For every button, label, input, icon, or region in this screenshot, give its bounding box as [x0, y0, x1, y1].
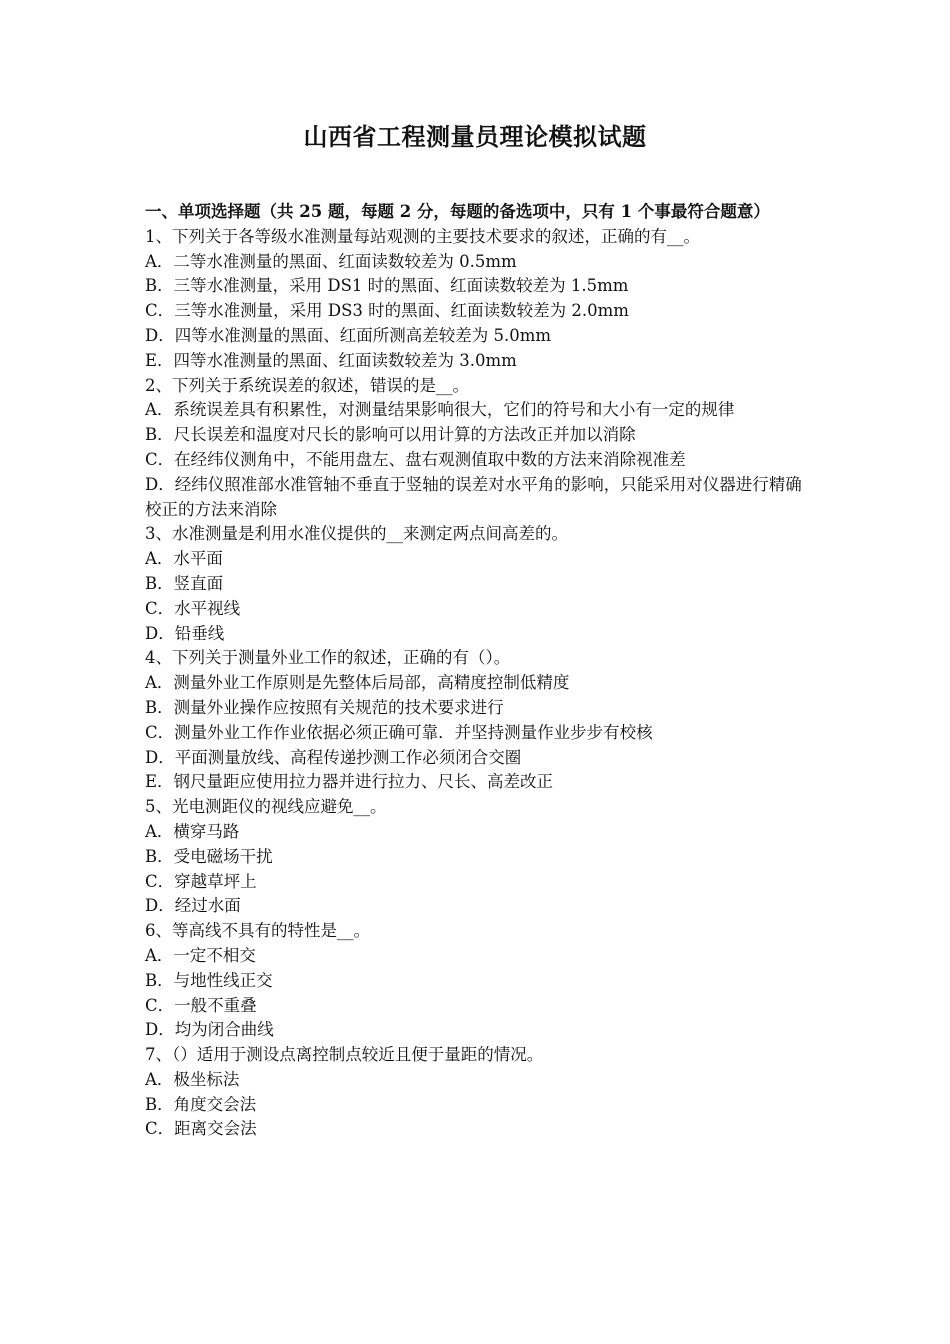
option-c: C．测量外业工作作业依据必须正确可靠．并坚持测量作业步步有校核 [145, 722, 653, 742]
question-content [145, 200, 815, 1142]
option-d: D．四等水准测量的黑面、红面所测高差较差为 5.0mm [145, 325, 552, 345]
option-a: A．测量外业工作原则是先整体后局部，高精度控制低精度 [145, 673, 570, 693]
option-c: C．水平视线 [145, 598, 241, 618]
option-d: D．铅垂线 [145, 623, 225, 643]
option-a: A．横穿马路 [145, 821, 240, 841]
option-a: A．水平面 [145, 549, 223, 569]
option-d: D．经过水面 [145, 896, 241, 916]
option-b: B．三等水准测量，采用 DS1 时的黑面、红面读数较差为 1.5mm [145, 276, 629, 296]
question-stem: 1、下列关于各等级水准测量每站观测的主要技术要求的叙述，正确的有__。 [145, 226, 700, 246]
page-title: 山西省工程测量员理论模拟试题 [303, 122, 647, 151]
option-a: A．系统误差具有积累性，对测量结果影响很大，它们的符号和大小有一定的规律 [145, 400, 735, 420]
question-4 [145, 646, 815, 795]
option-b: B．测量外业操作应按照有关规范的技术要求进行 [145, 697, 504, 717]
question-2 [145, 374, 815, 523]
option-b: B．竖直面 [145, 573, 224, 593]
option-a: A．极坐标法 [145, 1069, 240, 1089]
option-c: C．在经纬仪测角中，不能用盘左、盘右观测值取中数的方法来消除视准差 [145, 449, 686, 469]
option-c: C．穿越草坪上 [145, 871, 257, 891]
question-stem: 5、光电测距仪的视线应避免__。 [145, 797, 387, 817]
question-5 [145, 795, 815, 919]
section-heading: 一、单项选择题（共 25 题，每题 2 分，每题的备选项中，只有 1 个事最符合题意） [145, 202, 770, 221]
option-a: A．一定不相交 [145, 945, 256, 965]
option-b: B．受电磁场干扰 [145, 846, 273, 866]
question-stem: 3、水准测量是利用水准仪提供的__来测定两点间高差的。 [145, 524, 568, 544]
question-3 [145, 522, 815, 646]
option-b: B．尺长误差和温度对尺长的影响可以用计算的方法改正并加以消除 [145, 425, 636, 445]
option-b: B．与地性线正交 [145, 970, 273, 990]
option-d: D．经纬仪照准部水准管轴不垂直于竖轴的误差对水平角的影响，只能采用对仪器进行精确校正的方法来消除 [145, 474, 802, 519]
question-7 [145, 1043, 815, 1142]
question-stem: 7、（）适用于测设点离控制点较近且便于量距的情况。 [145, 1045, 544, 1065]
option-c: C．距离交会法 [145, 1119, 257, 1139]
option-d: D．均为闭合曲线 [145, 1020, 274, 1040]
option-a: A．二等水准测量的黑面、红面读数较差为 0.5mm [145, 251, 517, 271]
option-b: B．角度交会法 [145, 1094, 257, 1114]
question-6 [145, 919, 815, 1043]
option-e: E．钢尺量距应使用拉力器并进行拉力、尺长、高差改正 [145, 772, 554, 792]
option-e: E．四等水准测量的黑面、红面读数较差为 3.0mm [145, 350, 517, 370]
question-stem: 6、等高线不具有的特性是__。 [145, 921, 370, 941]
option-c: C．一般不重叠 [145, 995, 257, 1015]
question-stem: 2、下列关于系统误差的叙述，错误的是__。 [145, 375, 469, 395]
option-d: D．平面测量放线、高程传递抄测工作必须闭合交圈 [145, 747, 522, 767]
question-stem: 4、下列关于测量外业工作的叙述，正确的有（）。 [145, 648, 511, 668]
question-1 [145, 225, 815, 374]
option-c: C．三等水准测量，采用 DS3 时的黑面、红面读数较差为 2.0mm [145, 301, 629, 321]
